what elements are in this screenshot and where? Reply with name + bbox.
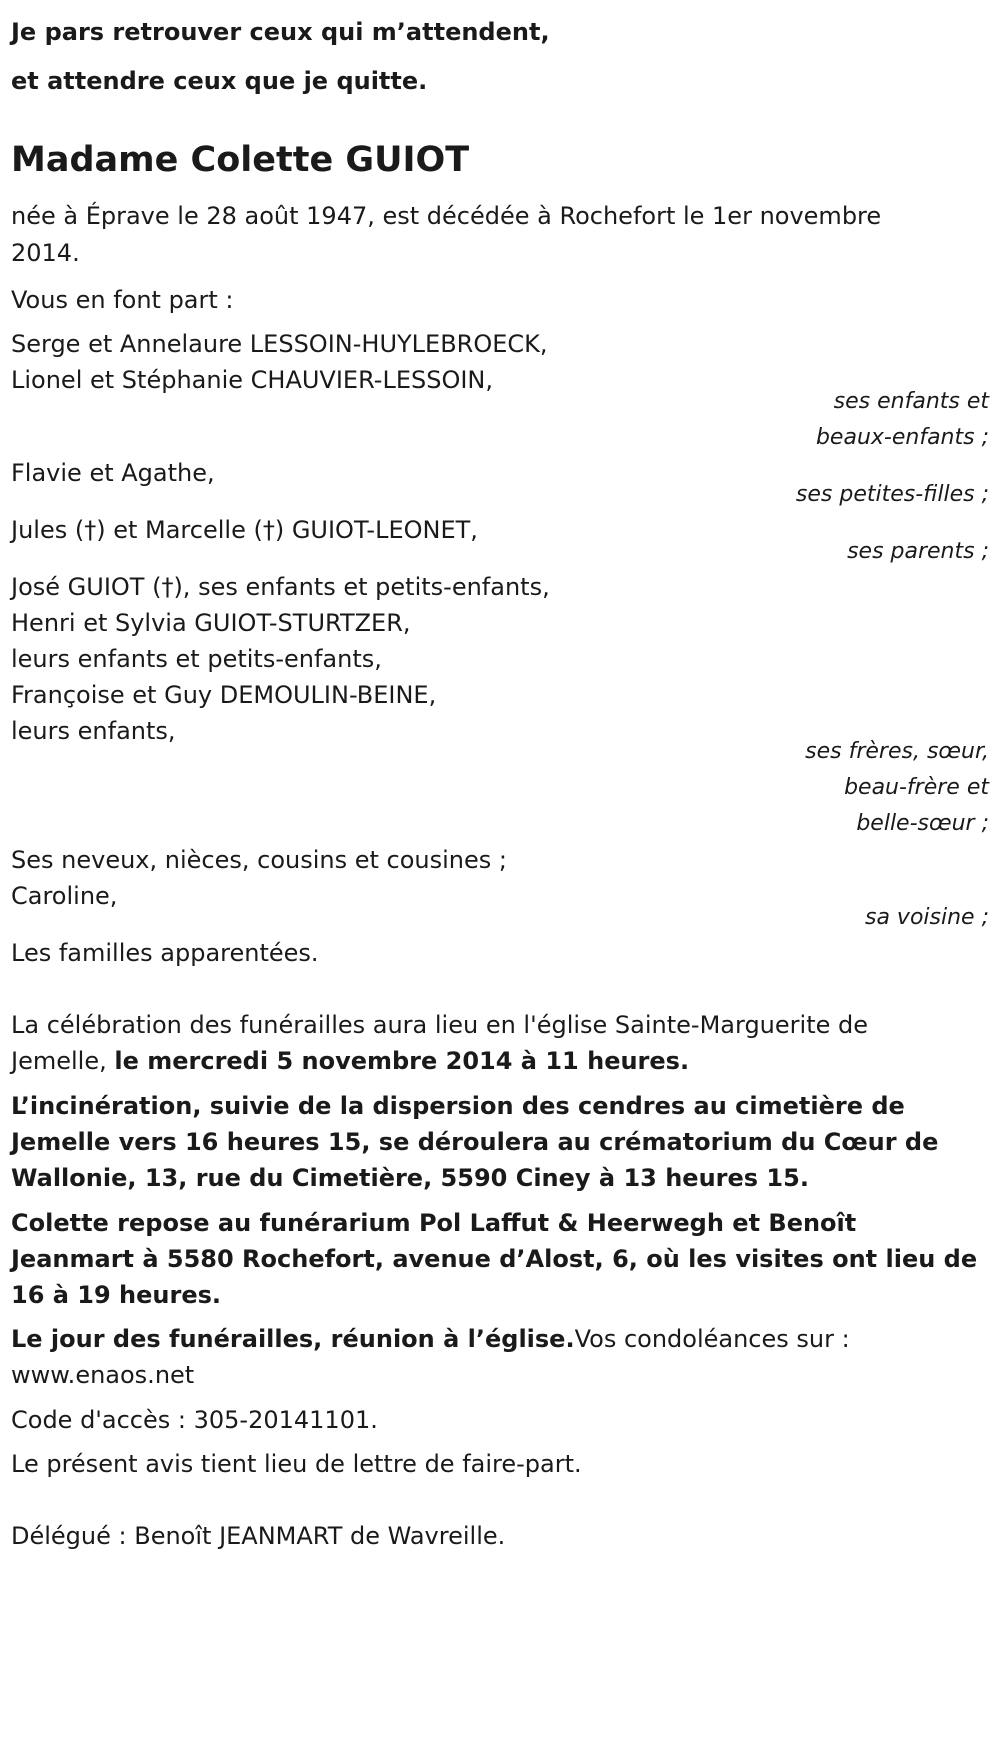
funeral-date-time: le mercredi 5 novembre 2014 à 11 heures. bbox=[114, 1047, 690, 1075]
grandchildren-names: Flavie et Agathe, bbox=[11, 459, 215, 487]
funeral-info bbox=[11, 1007, 989, 1079]
siblings-line-5: leurs enfants, bbox=[11, 717, 176, 745]
announcement: Vous en font part : bbox=[11, 286, 234, 314]
siblings-line-4: Françoise et Guy DEMOULIN-BEINE, bbox=[11, 681, 437, 709]
epigraph bbox=[11, 0, 989, 106]
siblings-relation-line-2: beau-frère et bbox=[844, 775, 989, 800]
condolences-text: Vos condoléances sur : bbox=[574, 1325, 850, 1353]
funeral-line-2-plain: Jemelle, bbox=[11, 1047, 115, 1075]
rest-line-3: 16 à 19 heures. bbox=[11, 1281, 222, 1309]
condolences-website-link[interactable]: www.enaos.net bbox=[11, 1361, 195, 1389]
siblings-line-2: Henri et Sylvia GUIOT-STURTZER, bbox=[11, 609, 411, 637]
siblings-relation-line-3: belle-sœur ; bbox=[856, 811, 989, 836]
rest-line-1: Colette repose au funérarium Pol Laffut & Heerwegh et Benoît bbox=[11, 1209, 857, 1237]
birth-death-info bbox=[11, 198, 989, 272]
others-line-1: Ses neveux, nièces, cousins et cousines ; bbox=[11, 846, 507, 874]
epigraph-line-2: et attendre ceux que je quitte. bbox=[11, 67, 428, 95]
funeral-line-2 bbox=[11, 1043, 989, 1079]
rest-info bbox=[11, 1205, 989, 1313]
children-relation-line-1: ses enfants et bbox=[833, 389, 989, 414]
parents-names: Jules (†) et Marcelle (†) GUIOT-LEONET, bbox=[11, 516, 478, 544]
children-line-1: Serge et Annelaure LESSOIN-HUYLEBROECK, bbox=[11, 330, 548, 358]
cremation-line-3: Wallonie, 13, rue du Cimetière, 5590 Ciney à 13 heures 15. bbox=[11, 1164, 809, 1192]
others-line-2: Caroline, bbox=[11, 882, 118, 910]
grandchildren-relation: ses petites-filles ; bbox=[795, 482, 989, 507]
children-relation bbox=[11, 384, 989, 456]
epigraph-line-1: Je pars retrouver ceux qui m’attendent, bbox=[11, 18, 550, 46]
gathering-bold: Le jour des funérailles, réunion à l’église. bbox=[11, 1325, 575, 1353]
faire-part-notice: Le présent avis tient lieu de lettre de faire-part. bbox=[11, 1450, 582, 1478]
cremation-line-1: L’incinération, suivie de la dispersion des cendres au cimetière de bbox=[11, 1092, 905, 1120]
delegate: Délégué : Benoît JEANMART de Wavreille. bbox=[11, 1522, 506, 1550]
gathering-info bbox=[11, 1321, 989, 1393]
neighbor-relation: sa voisine ; bbox=[865, 905, 989, 930]
birth-death-line-1: née à Éprave le 28 août 1947, est décédée à Rochefort le 1er novembre bbox=[11, 202, 882, 230]
cremation-line-2: Jemelle vers 16 heures 15, se déroulera au crématorium du Cœur de bbox=[11, 1128, 939, 1156]
siblings-line-1: José GUIOT (†), ses enfants et petits-enfants, bbox=[11, 573, 550, 601]
birth-death-line-2: 2014. bbox=[11, 239, 80, 267]
deceased-name: Madame Colette GUIOT bbox=[11, 140, 470, 180]
rest-line-2: Jeanmart à 5580 Rochefort, avenue d’Alost, 6, où les visites ont lieu de bbox=[11, 1245, 978, 1273]
children-line-2: Lionel et Stéphanie CHAUVIER-LESSOIN, bbox=[11, 366, 494, 394]
parents-relation: ses parents ; bbox=[847, 539, 989, 564]
siblings-relation-line-1: ses frères, sœur, bbox=[805, 739, 989, 764]
access-code: Code d'accès : 305-20141101. bbox=[11, 1406, 378, 1434]
funeral-line-1: La célébration des funérailles aura lieu en l'église Sainte-Marguerite de bbox=[11, 1011, 868, 1039]
siblings-block bbox=[11, 569, 989, 749]
siblings-relation bbox=[11, 734, 989, 842]
related-families: Les familles apparentées. bbox=[11, 939, 319, 967]
siblings-line-3: leurs enfants et petits-enfants, bbox=[11, 645, 382, 673]
cremation-info bbox=[11, 1088, 989, 1196]
children-relation-line-2: beaux-enfants ; bbox=[815, 425, 989, 450]
gathering-line-1 bbox=[11, 1321, 989, 1357]
